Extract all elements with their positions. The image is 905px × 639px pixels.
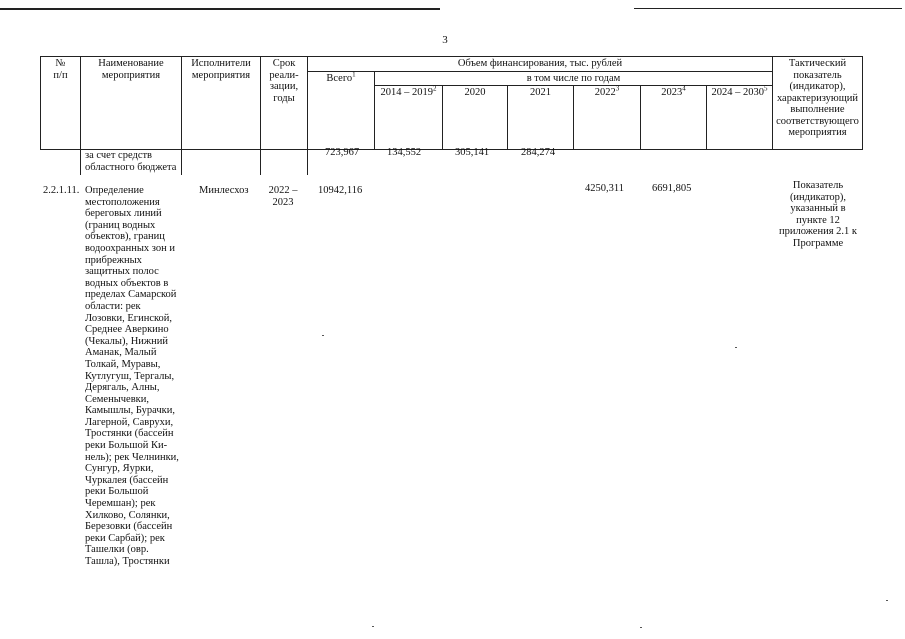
year-2024-footnote: 5 [764, 84, 768, 93]
scan-speck [886, 600, 888, 601]
year-2022-label: 2022 [594, 87, 616, 99]
year-2014-footnote: 2 [433, 84, 437, 93]
main-row-number: 2.2.1.11. [43, 185, 80, 196]
prev-row-2021: 284,274 [521, 147, 556, 158]
top-rule-left [0, 8, 440, 10]
col-header-num: № п/п [41, 57, 81, 150]
main-row-2023: 6691,805 [652, 183, 692, 194]
main-row-indicator: Показатель (индикатор), указанный в пункте 12 приложения 2.1 к Программе [778, 180, 858, 249]
body-vline-3 [260, 145, 261, 175]
scan-speck [322, 335, 324, 336]
page-number: 3 [442, 34, 448, 46]
col-header-2022 [574, 86, 641, 150]
col-header-years-group: в том числе по годам [375, 71, 773, 86]
year-2014-label: 2014 – 2019 [380, 87, 433, 99]
col-header-2024-2030 [707, 86, 773, 150]
main-row-2022: 4250,311 [585, 183, 624, 194]
prev-row-2014-2019: 134,552 [387, 147, 422, 158]
col-header-total [308, 71, 375, 150]
col-header-2023 [641, 86, 707, 150]
col-header-2021: 2021 [508, 86, 574, 150]
scan-speck [735, 347, 737, 348]
top-rule-right [634, 8, 902, 9]
scan-speck [640, 627, 642, 628]
prev-row-total: 723,967 [325, 147, 360, 158]
year-2022-footnote: 3 [615, 84, 620, 93]
col-header-2014-2019 [375, 86, 443, 150]
col-header-term: Срок реали- зации, годы [261, 57, 308, 150]
col-header-2020: 2020 [443, 86, 508, 150]
total-label: Всего [326, 72, 353, 84]
year-2024-label: 2024 – 2030 [711, 87, 764, 99]
col-header-indicator: Тактический показатель (индикатор), характеризующий выполнение соответствующего мероприятия [773, 57, 863, 150]
year-2023-footnote: 4 [682, 84, 686, 93]
year-2023-label: 2023 [661, 87, 683, 99]
prev-row-name: за счет средств областного бюджета [85, 150, 177, 173]
prev-row-2020: 305,141 [455, 147, 490, 158]
main-row-name: Определение местоположения береговых линий (границ водных объектов), границ водоохранных зон и прибрежных защитных полос водных объектов в пределах Самарской области: рек Лозовки, Егинской, Среднее Аверкино (Чекалы), Нижний Аманак, Малый Толкай, Муравы, Кутлугуш, Тергалы, Дерягаль, Алны, Семенычевки, Камышлы, Бурачки, Лагерной, Саврухи, Тростянки (бассейн реки Большой Ки- нель); рек Челнинки, Сунгур, Яурки, Чуркалея (бассейн реки Большой Черемшан); рек Хилково, Солянки, Березовки (бассейн реки Сарбай); рек Ташелки (овр. Ташла), Тростянки [85, 185, 179, 567]
main-row-executor: Минлесхоз [199, 185, 249, 196]
financing-table-header [40, 56, 863, 150]
main-row-term: 2022 – 2023 [268, 185, 298, 208]
body-vline-1 [80, 145, 81, 175]
col-header-executors: Исполнители мероприятия [182, 57, 261, 150]
col-header-name: Наименование мероприятия [81, 57, 182, 150]
col-header-volume: Объем финансирования, тыс. рублей [308, 57, 773, 72]
scan-speck [372, 626, 374, 627]
total-footnote: 1 [352, 70, 356, 79]
body-vline-4 [307, 145, 308, 175]
main-row-total: 10942,116 [318, 185, 363, 196]
